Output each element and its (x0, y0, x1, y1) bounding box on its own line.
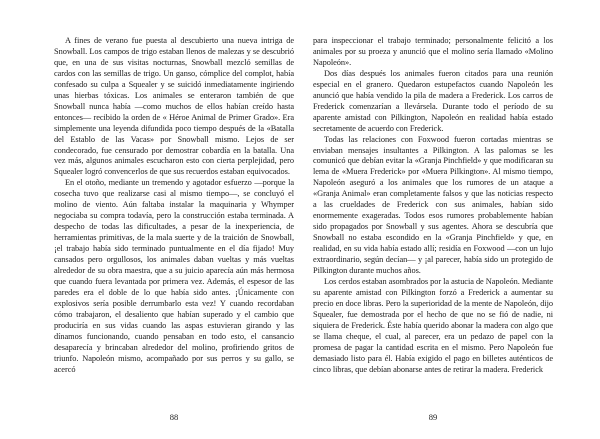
right-paragraph-1: para inspeccionar el trabajo terminado; personalmente felicitó a los animales por su proeza y anunció que el molino sería llamado «Molino Napoleón». (313, 36, 553, 67)
right-paragraph-4: Los cerdos estaban asombrados por la astucia de Napoleón. Mediante su aparente amistad con Pilkington forzó a Frederick a aumentar su precio en doce libras. Pero la superioridad de la mente de Napoleón, dijo Squealer, fue demostrada por el hecho de que no se fió de nadie, ni siquiera de Frederick. Éste había querido abonar la madera con algo que se llama cheque, el cual, al parecer, era un pedazo de papel con la promesa de pagar la cantidad escrita en el mismo. Pero Napoleón fue demasiado listo para él. Había exigido el pago en billetes auténticos de cinco libras, que debían abonarse antes de retirar la madera. Frederick (313, 276, 553, 374)
page-number-left: 88 (169, 412, 179, 422)
page-number-right: 89 (428, 412, 438, 422)
right-paragraph-3: Todas las relaciones con Foxwood fueron cortadas mientras se enviaban mensajes insultantes a Pilkington. A las palomas se les comunicó que debían evitar la «Granja Pinchfield» y que modificaran su lema de «Muera Frederick» por «Muera Pilkington». Al mismo tiempo, Napoleón aseguró a los animales que los rumores de un ataque a «Granja Animal» eran completamente falsos y que las noticias respecto a las crueldades de Frederick con sus animales, habían sido enormemente exageradas. Todos esos rumores probablemente habían sido propagados por Snowball y sus agentes. Ahora se descubría que Snowball no estaba escondido en la «Granja Pinchfield» y que, en realidad, en su vida había estado allí; residía en Foxwood —con un lujo extraordinario, según decían— y ¡al parecer, había sido un protegido de Pilkington durante muchos años. (313, 134, 553, 276)
left-paragraph-1: A fines de verano fue puesta al descubierto una nueva intriga de Snowball. Los campos de trigo estaban llenos de malezas y se descubrió que, en una de sus visitas nocturnas, Snowball mezcló semillas de cardos con las semillas de trigo. Un ganso, cómplice del complot, había confesado su culpa a Squealer y se suicidó inmediatamente ingiriendo unas hierbas tóxicas. Los animales se enteraron también de que Snowball nunca había —como muchos de ellos habían creído hasta entonces— recibido la orden de « Héroe Animal de Primer Grado». Era simplemente una leyenda difundida poco tiempo después de la «Batalla del Establo de las Vacas» por Snowball mismo. Lejos de ser condecorado, fue censurado por demostrar cobardía en la batalla. Una vez más, algunos animales escucharon esto con cierta perplejidad, pero Squealer logró convencerlos de que sus recuerdos estaban equivocados. (54, 36, 294, 177)
left-paragraph-2: En el otoño, mediante un tremendo y agotador esfuerzo —porque la cosecha tuvo que realizarse casi al mismo tiempo—, se concluyó el molino de viento. Aún faltaba instalar la maquinaria y Whymper negociaba su compra todavía, pero la construcción estaba terminada. A despecho de todas las dificultades, a pesar de la inexperiencia, de herramientas primitivas, de la mala suerte y de la traición de Snowball, ¡el trabajo había sido terminado puntualmente en el día fijado! Muy cansados pero orgullosos, los animales daban vueltas y más vueltas alrededor de su obra maestra, que a su juicio aparecía aún más hermosa que cuando fuera levantada por primera vez. Además, el espesor de las paredes era el doble de lo que había sido antes. ¡Únicamente con explosivos sería posible derrumbarlo esta vez! Y cuando recordaban cómo trabajaron, el desaliento que habían superado y el cambio que produciría en sus vidas cuando las aspas estuvieran girando y las dínamos funcionando, cuando pensaban en todo esto, el cansancio desaparecía y brincaban alrededor del molino, profiriendo gritos de triunfo. Napoleón mismo, acompañado por sus perros y su gallo, se acercó (54, 178, 294, 374)
right-page (313, 36, 553, 376)
right-paragraph-2: Dos días después los animales fueron citados para una reunión especial en el granero. Quedaron estupefactos cuando Napoleón les anunció que había vendido la pila de madera a Frederick. Los carros de Frederick comenzarían a llevársela. Durante todo el período de su aparente amistad con Pilkington, Napoleón en realidad había estado secretamente de acuerdo con Frederick. (313, 68, 553, 133)
left-page (54, 36, 294, 376)
